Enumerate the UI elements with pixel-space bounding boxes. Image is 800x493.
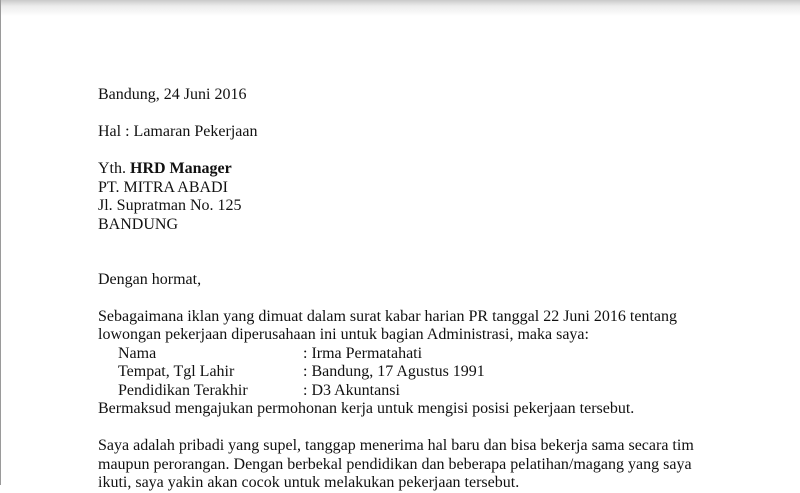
- recipient-title-line: [98, 160, 788, 179]
- detail-row: [98, 345, 788, 364]
- detail-label: Nama: [118, 344, 157, 362]
- detail-value: : Bandung, 17 Agustus 1991: [303, 363, 485, 380]
- date-line: Bandung, 24 Juni 2016: [98, 86, 247, 103]
- intent-line: Bermaksud mengajukan permohonan kerja untuk mengisi posisi pekerjaan tersebut.: [98, 400, 635, 417]
- detail-label: Tempat, Tgl Lahir: [118, 363, 235, 380]
- page-left-edge: [0, 0, 1, 485]
- document-page: [98, 86, 788, 493]
- detail-row: [98, 363, 788, 382]
- detail-label: Pendidikan Terakhir: [118, 381, 248, 399]
- detail-row: [98, 382, 788, 401]
- paragraph1-line: lowongan pekerjaan diperusahaan ini untuk bagian Administrasi, maka saya:: [98, 326, 589, 343]
- salutation-prefix: Yth.: [98, 160, 126, 177]
- paragraph1-line: Sebagaimana iklan yang dimuat dalam surat kabar harian PR tanggal 22 Juni 2016 tentang: [98, 307, 677, 325]
- recipient-city: BANDUNG: [98, 215, 178, 233]
- recipient-company: PT. MITRA ABADI: [98, 178, 228, 196]
- paragraph2-line: ikuti, saya yakin akan cocok untuk melakukan pekerjaan tersebut.: [98, 474, 520, 491]
- paragraph2-line: maupun perorangan. Dengan berbekal pendidikan dan beberapa pelatihan/magang yang saya: [98, 455, 692, 473]
- subject-line: Hal : Lamaran Pekerjaan: [98, 123, 258, 140]
- recipient-title: HRD Manager: [130, 160, 232, 177]
- detail-value: : Irma Permatahati: [303, 344, 423, 362]
- viewer-top-shadow: [0, 0, 800, 16]
- recipient-street: Jl. Supratman No. 125: [98, 197, 242, 214]
- detail-value: : D3 Akuntansi: [303, 381, 400, 399]
- greeting: Dengan hormat,: [98, 270, 202, 288]
- paragraph2-line: Saya adalah pribadi yang supel, tanggap menerima hal baru dan bisa bekerja sama secara tim: [98, 437, 694, 454]
